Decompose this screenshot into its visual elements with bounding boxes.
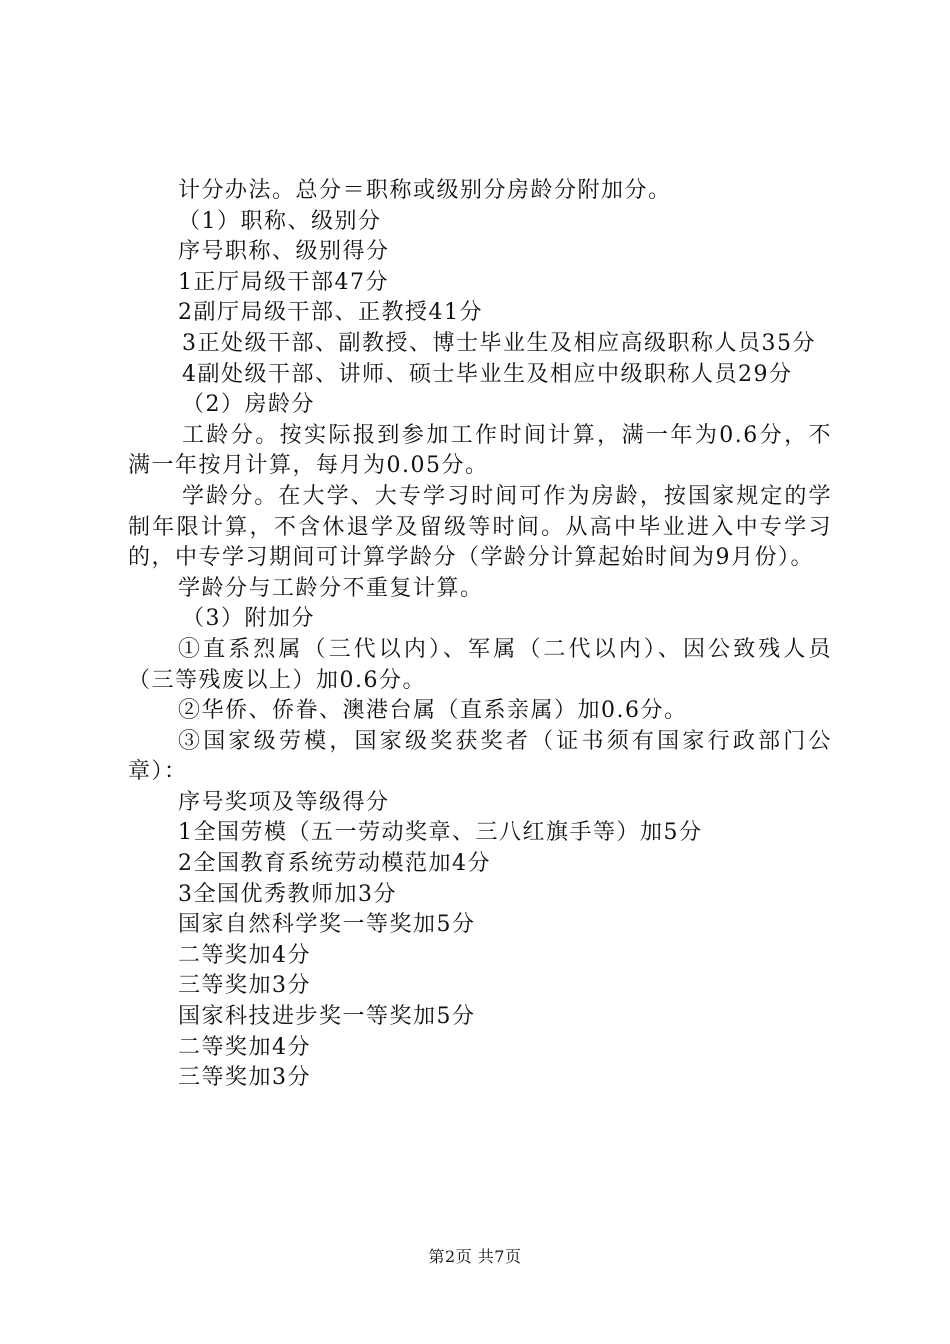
paragraph-scoring-method: 计分办法。总分＝职称或级别分房龄分附加分。	[178, 178, 672, 203]
paragraph-study-age: 学龄分。在大学、大专学习时间可作为房龄，按国家规定的学制年限计算，不含休退学及留级等时间。从高中毕业进入中专学习的，中专学习期间可计算学龄分（学龄分计算起始时间为9月份）。	[128, 483, 832, 571]
heading-housing-age-score: （2）房龄分	[182, 392, 315, 418]
award-sci-tech-first: 国家科技进步奖一等奖加5分	[178, 1004, 476, 1030]
heading-bonus-score: （3）附加分	[182, 606, 315, 632]
paragraph-work-age: 工龄分。按实际报到参加工作时间计算，满一年为0.6分，不满一年按月计算，每月为0.05分。	[128, 422, 832, 479]
rank-item-4: 4副处级干部、讲师、硕士毕业生及相应中级职称人员29分	[182, 361, 793, 387]
table-header-awards: 序号奖项及等级得分	[178, 789, 390, 815]
bonus-item-3: ③国家级劳模，国家级奖获奖者（证书须有国家行政部门公章）：	[128, 728, 832, 785]
paragraph-no-double-count: 学龄分与工龄分不重复计算。	[178, 575, 484, 601]
award-item-1: 1全国劳模（五一劳动奖章、三八红旗手等）加5分	[178, 820, 703, 846]
award-sci-tech-third: 三等奖加3分	[178, 1065, 311, 1091]
document-body	[128, 176, 832, 1094]
award-natural-science-second: 二等奖加4分	[178, 942, 311, 968]
rank-item-2: 2副厅局级干部、正教授41分	[178, 300, 483, 326]
award-item-3: 3全国优秀教师加3分	[178, 881, 397, 907]
page-number-footer: 第2页 共7页	[428, 1247, 522, 1266]
table-header-title-rank: 序号职称、级别得分	[178, 239, 390, 265]
bonus-item-1: ①直系烈属（三代以内）、军属（二代以内）、因公致残人员（三等残废以上）加0.6分。	[128, 636, 832, 693]
award-sci-tech-second: 二等奖加4分	[178, 1034, 311, 1060]
award-natural-science-third: 三等奖加3分	[178, 973, 311, 999]
award-natural-science-first: 国家自然科学奖一等奖加5分	[178, 912, 476, 938]
rank-item-1: 1正厅局级干部47分	[178, 269, 389, 295]
heading-title-rank-score: （1）职称、级别分	[178, 208, 382, 234]
award-item-2: 2全国教育系统劳动模范加4分	[178, 851, 491, 877]
bonus-item-2: ②华侨、侨眷、澳港台属（直系亲属）加0.6分。	[178, 698, 688, 724]
rank-item-3: 3正处级干部、副教授、博士毕业生及相应高级职称人员35分	[182, 330, 816, 356]
